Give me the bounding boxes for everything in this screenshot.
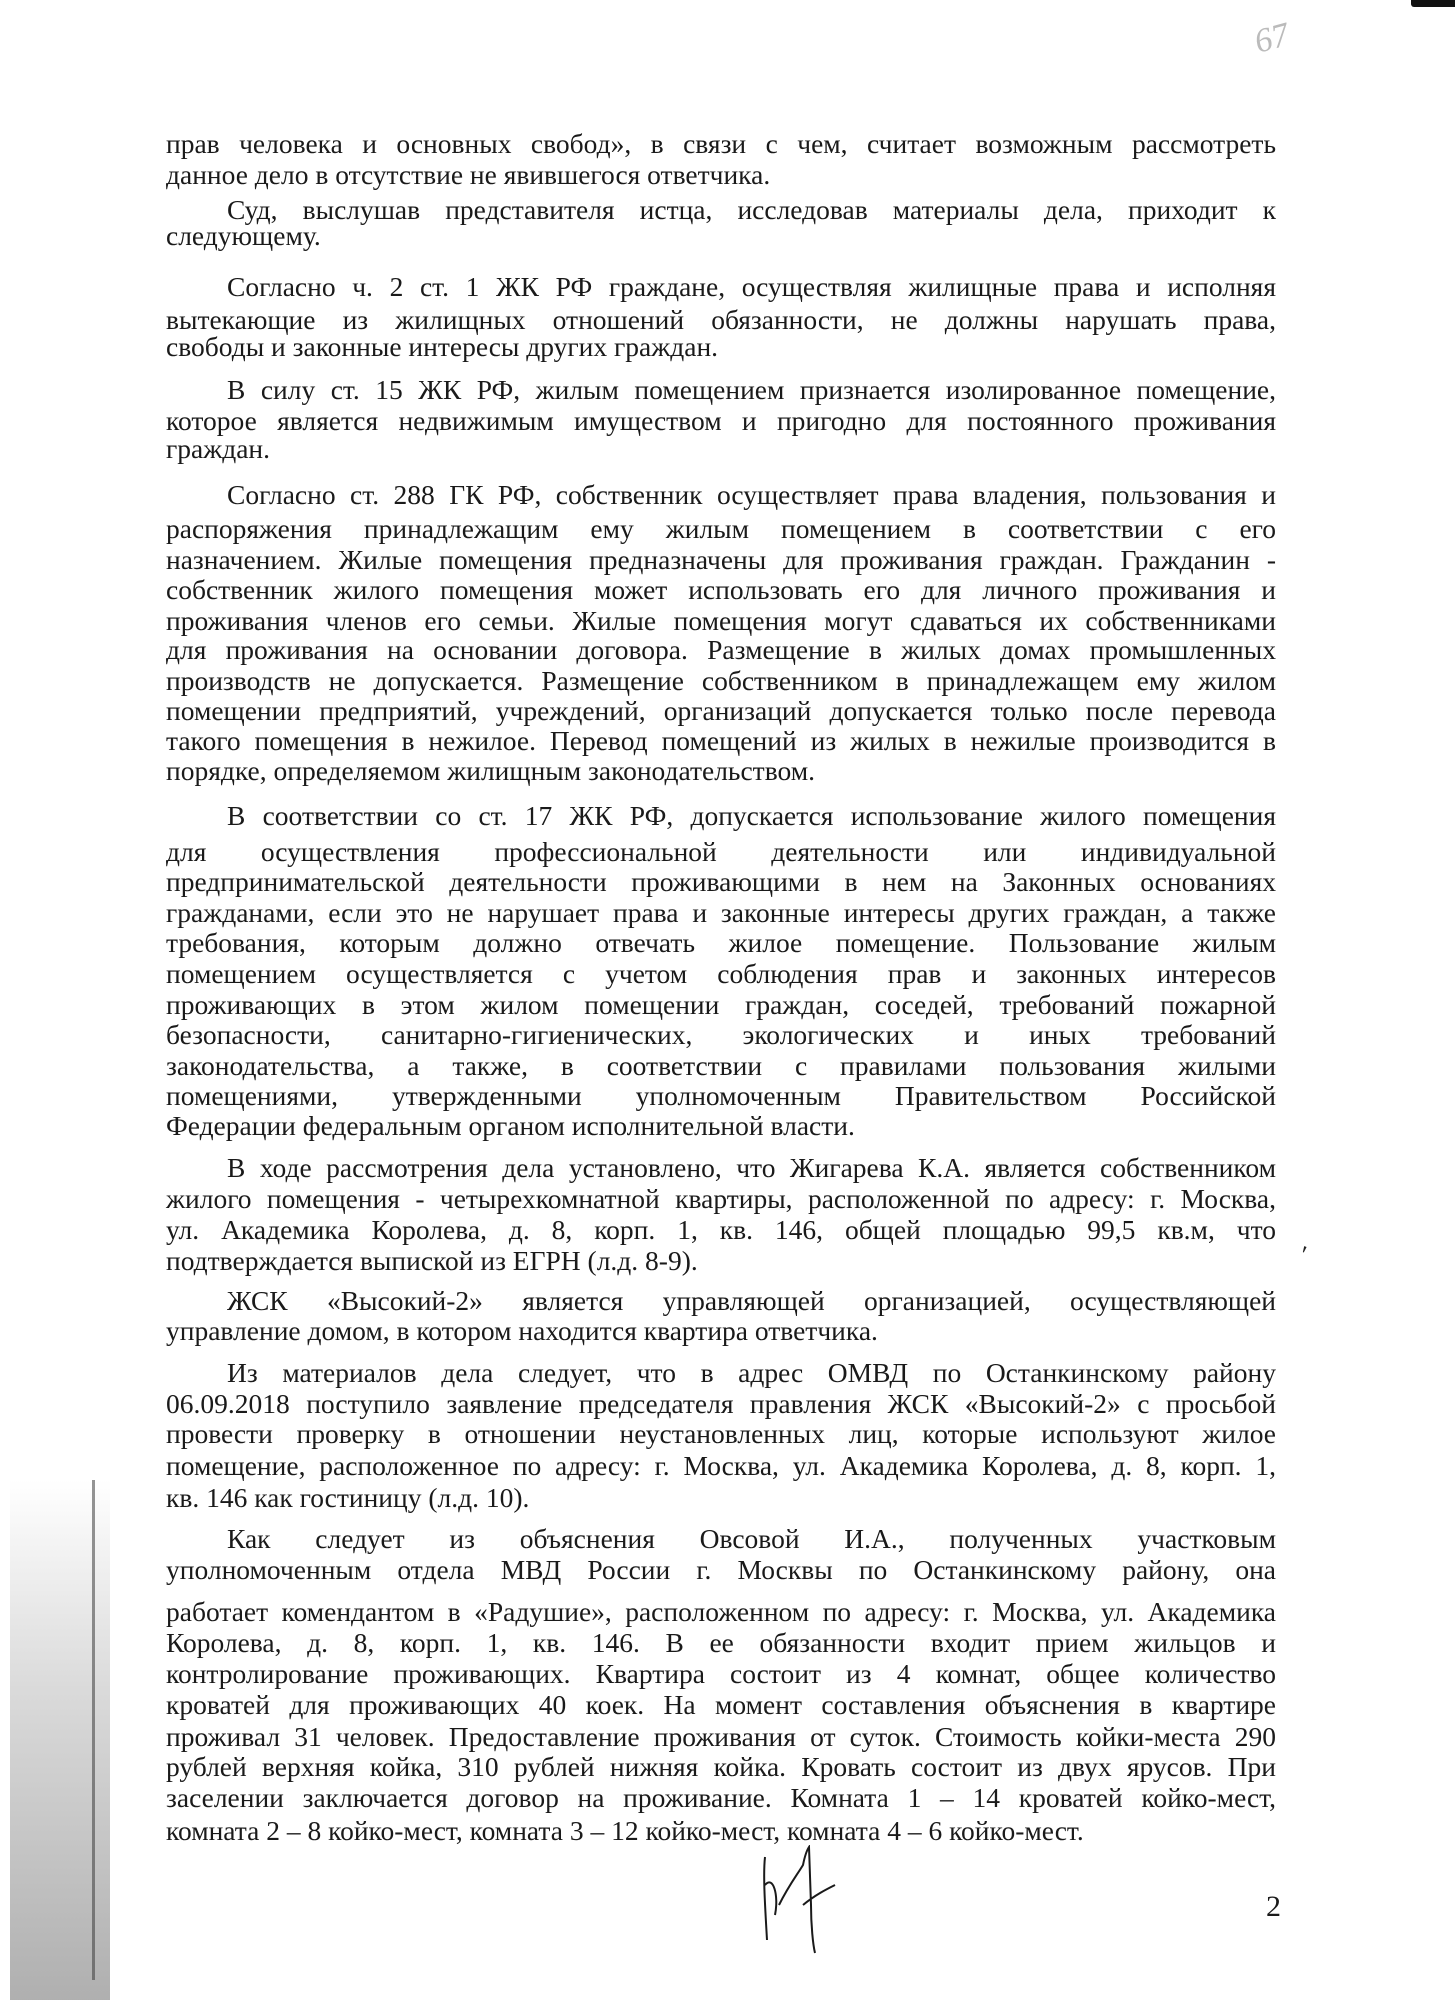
text-line: следующему.	[166, 220, 321, 251]
signature	[745, 1845, 865, 1955]
text-line: В ходе рассмотрения дела установлено, что Жигарева К.А. является собственником	[227, 1152, 1276, 1183]
text-line: В силу ст. 15 ЖК РФ, жилым помещением признается изолированное помещение,	[227, 374, 1276, 405]
text-line: требования, которым должно отвечать жилое помещение. Пользование жилым	[166, 927, 1276, 958]
text-line: граждан.	[166, 433, 271, 464]
text-line: гражданами, если это не нарушает права и законные интересы других граждан, а также	[166, 897, 1276, 928]
text-line: назначением. Жилые помещения предназначены для проживания граждан. Гражданин -	[166, 544, 1276, 575]
text-line: Федерации федеральным органом исполнительной власти.	[166, 1110, 855, 1141]
text-line: такого помещения в нежилое. Перевод помещений из жилых в нежилые производится в	[166, 725, 1276, 756]
text-line: для осуществления профессиональной деятельности или индивидуальной	[166, 836, 1276, 867]
text-line: жилого помещения - четырехкомнатной квартиры, расположенной по адресу: г. Москва,	[166, 1183, 1276, 1214]
text-line: кроватей для проживающих 40 коек. На момент составления объяснения в квартире	[166, 1689, 1276, 1720]
text-line: помещение, расположенное по адресу: г. Москва, ул. Академика Королева, д. 8, корп. 1,	[166, 1450, 1276, 1481]
text-line: данное дело в отсутствие не явившегося ответчика.	[166, 159, 771, 190]
text-line: предпринимательской деятельности проживающими в нем на Законных основаниях	[166, 866, 1276, 897]
text-line: проживания членов его семьи. Жилые помещения могут сдаваться их собственниками	[166, 605, 1276, 636]
text-line: Согласно ч. 2 ст. 1 ЖК РФ граждане, осуществляя жилищные права и исполняя	[227, 271, 1276, 302]
text-line: уполномоченным отдела МВД России г. Москвы по Останкинскому району, она	[166, 1554, 1276, 1585]
text-line: провести проверку в отношении неустановленных лиц, которые используют жилое	[166, 1418, 1276, 1449]
text-line: Из материалов дела следует, что в адрес ОМВД по Останкинскому району	[227, 1357, 1276, 1388]
text-line: проживающих в этом жилом помещении граждан, соседей, требований пожарной	[166, 989, 1276, 1020]
text-line: помещениями, утвержденными уполномоченным Правительством Российской	[166, 1080, 1276, 1111]
text-line: свободы и законные интересы других граждан.	[166, 331, 719, 362]
text-line: Суд, выслушав представителя истца, исследовав материалы дела, приходит к	[227, 194, 1276, 225]
scan-corner-artifact	[1411, 0, 1455, 7]
text-line: Королева, д. 8, корп. 1, кв. 146. В ее обязанности входит прием жильцов и	[166, 1627, 1276, 1658]
text-line: помещении предприятий, учреждений, организаций допускается только после перевода	[166, 695, 1276, 726]
text-line: заселении заключается договор на проживание. Комната 1 – 14 кроватей койко-мест,	[166, 1782, 1276, 1813]
text-line: безопасности, санитарно-гигиенических, экологических и иных требований	[166, 1019, 1276, 1050]
page-number: 2	[1266, 1890, 1281, 1923]
stray-ink-mark: '	[1295, 1240, 1310, 1269]
text-line: контролирование проживающих. Квартира состоит из 4 комнат, общее количество	[166, 1658, 1276, 1689]
text-line: управление домом, в котором находится квартира ответчика.	[166, 1315, 878, 1346]
text-line: кв. 146 как гостиницу (л.д. 10).	[166, 1482, 530, 1513]
text-line: ЖСК «Высокий-2» является управляющей организацией, осуществляющей	[227, 1285, 1276, 1316]
text-line: для проживания на основании договора. Размещение в жилых домах промышленных	[166, 634, 1276, 665]
text-line: ул. Академика Королева, д. 8, корп. 1, кв. 146, общей площадью 99,5 кв.м, что	[166, 1214, 1276, 1245]
text-line: прав человека и основных свобод», в связи с чем, считает возможным рассмотреть	[166, 128, 1276, 159]
text-line: работает комендантом в «Радушие», расположенном по адресу: г. Москва, ул. Академика	[166, 1596, 1276, 1627]
text-line: законодательства, а также, в соответствии с правилами пользования жилыми	[166, 1050, 1276, 1081]
text-line: вытекающие из жилищных отношений обязанности, не должны нарушать права,	[166, 304, 1276, 335]
text-line: распоряжения принадлежащим ему жилым помещением в соответствии с его	[166, 513, 1276, 544]
text-line: комната 2 – 8 койко-мест, комната 3 – 12 койко-мест, комната 4 – 6 койко-мест.	[166, 1815, 1084, 1846]
text-line: производств не допускается. Размещение собственником в принадлежащем ему жилом	[166, 665, 1276, 696]
text-line: помещением осуществляется с учетом соблюдения прав и законных интересов	[166, 958, 1276, 989]
text-line: собственник жилого помещения может использовать его для личного проживания и	[166, 574, 1276, 605]
text-line: которое является недвижимым имуществом и пригодно для постоянного проживания	[166, 405, 1276, 436]
scan-edge-line	[92, 1480, 95, 1980]
handwritten-page-mark: 67	[1250, 16, 1294, 61]
text-line: 06.09.2018 поступило заявление председателя правления ЖСК «Высокий-2» с просьбой	[166, 1388, 1276, 1419]
text-line: рублей верхняя койка, 310 рублей нижняя койка. Кровать состоит из двух ярусов. При	[166, 1751, 1276, 1782]
scan-shadow	[10, 1480, 110, 2000]
text-line: В соответствии со ст. 17 ЖК РФ, допускается использование жилого помещения	[227, 800, 1276, 831]
text-line: Согласно ст. 288 ГК РФ, собственник осуществляет права владения, пользования и	[227, 479, 1276, 510]
text-line: порядке, определяемом жилищным законодательством.	[166, 755, 815, 786]
text-line: проживал 31 человек. Предоставление проживания от суток. Стоимость койки-места 290	[166, 1721, 1276, 1752]
text-line: подтверждается выпиской из ЕГРН (л.д. 8-9).	[166, 1245, 698, 1276]
text-line: Как следует из объяснения Овсовой И.А., полученных участковым	[227, 1523, 1276, 1554]
